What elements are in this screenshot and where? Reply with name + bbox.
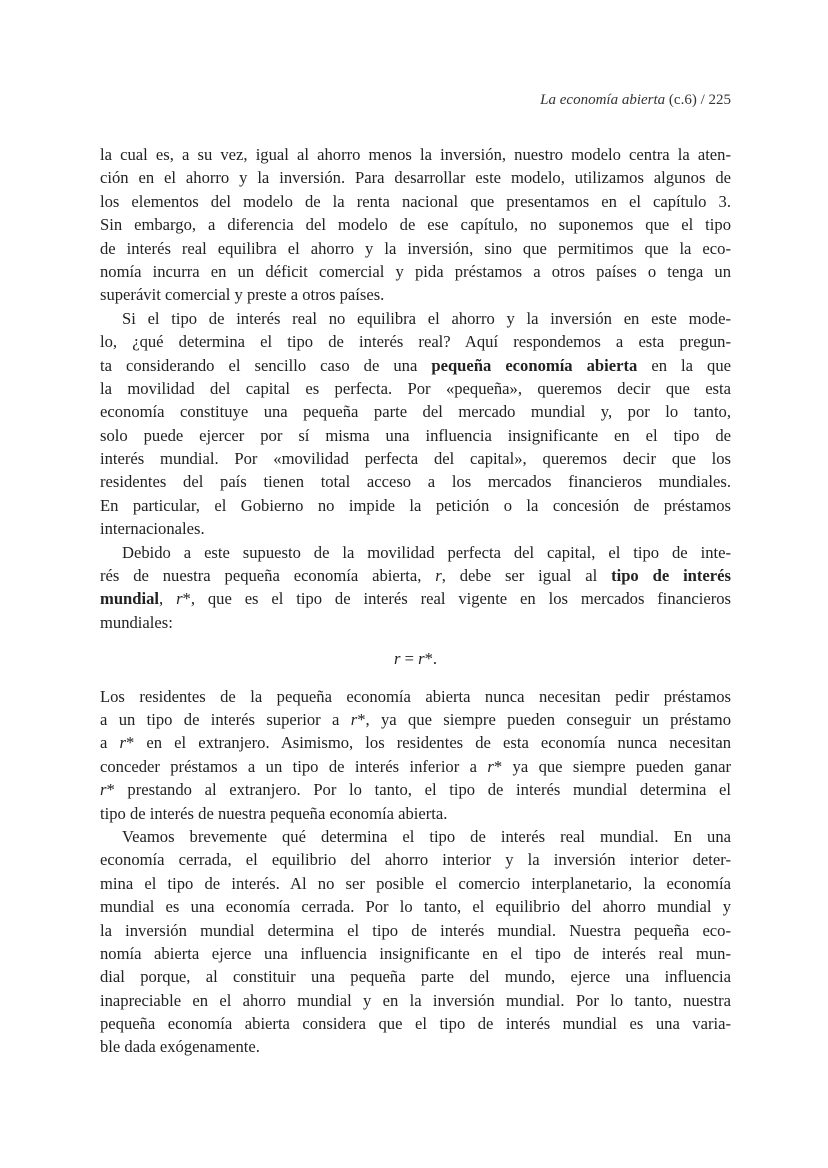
text-run: Debido a este supuesto de la movilidad perfecta del capital, el tipo de inte-: [122, 542, 731, 562]
text-run: Si el tipo de interés real no equilibra el ahorro y la inversión en este mode-: [122, 308, 731, 328]
text-line: [100, 708, 731, 731]
text-line: [100, 424, 731, 447]
text-run: * prestando al extranjero. Por lo tanto, el tipo de interés mundial determina el: [106, 780, 731, 800]
text-run: Veamos brevemente qué determina el tipo de interés real mundial. En una: [122, 826, 731, 846]
italic-symbol: r: [435, 566, 442, 586]
text-run: Los residentes de la pequeña economía abierta nunca necesitan pedir préstamos: [100, 686, 731, 706]
paragraph: [100, 541, 731, 635]
text-line: [100, 587, 731, 610]
italic-symbol: r: [119, 733, 126, 753]
equation-part: r: [418, 649, 425, 669]
text-run: *, ya que siempre pueden conseguir un préstamo: [357, 709, 731, 729]
text-run: economía cerrada, el equilibrio del ahorro interior y la inversión interior deter-: [100, 850, 731, 870]
text-run: en la que: [637, 355, 731, 375]
text-line: [100, 307, 731, 330]
text-run: a un tipo de interés superior a: [100, 709, 351, 729]
text-run: residentes del país tienen total acceso a los mercados financieros mundiales.: [100, 472, 731, 492]
text-run: internacionales.: [100, 519, 205, 539]
text-run: *, que es el tipo de interés real vigente en los mercados financieros: [182, 589, 731, 609]
text-run: la cual es, a su vez, igual al ahorro menos la inversión, nuestro modelo centra la aten-: [100, 145, 731, 164]
text-run: la inversión mundial determina el tipo de interés mundial. Nuestra pequeña eco-: [100, 920, 731, 940]
text-line: [100, 989, 731, 1012]
text-line: [100, 377, 731, 400]
text-line: [100, 213, 731, 236]
text-line: [100, 237, 731, 260]
text-line: [100, 825, 731, 848]
text-run: rés de nuestra pequeña economía abierta,: [100, 566, 436, 586]
header-title: La economía abierta: [540, 92, 666, 108]
text-run: pequeña economía abierta considera que el tipo de interés mundial es una varia-: [100, 1014, 731, 1034]
italic-symbol: r: [350, 709, 358, 729]
text-line: [100, 564, 731, 587]
italic-symbol: r: [487, 756, 494, 776]
text-line: [100, 541, 731, 564]
text-run: mundial es una economía cerrada. Por lo tanto, el equilibrio del ahorro mundial y: [100, 897, 731, 917]
text-line: [100, 872, 731, 895]
text-run: Sin embargo, a diferencia del modelo de ese capítulo, no suponemos que el tipo: [100, 215, 731, 235]
text-line: [100, 685, 731, 708]
text-line: [100, 143, 731, 166]
italic-symbol: r: [100, 780, 107, 800]
running-header: [540, 92, 731, 109]
equation-part: =: [400, 649, 419, 669]
italic-symbol: r: [176, 589, 183, 609]
text-line: [100, 755, 731, 778]
text-line: [100, 611, 731, 634]
text-line: [100, 1035, 731, 1058]
equation: [100, 647, 731, 670]
text-line: [100, 848, 731, 871]
bold-term: pequeña economía abierta: [431, 355, 638, 375]
text-line: [100, 965, 731, 988]
text-run: tipo de interés de nuestra pequeña economía abierta.: [100, 803, 448, 823]
text-line: [100, 166, 731, 189]
text-line: [100, 494, 731, 517]
bold-term: mundial: [100, 589, 160, 609]
header-chapter: (c.6): [668, 92, 697, 108]
text-line: [100, 919, 731, 942]
paragraph: [100, 307, 731, 541]
text-run: inapreciable en el ahorro mundial y en la inversión mundial. Por lo tanto, nuestra: [100, 990, 731, 1010]
body-text: [100, 143, 731, 1059]
paragraph: [100, 825, 731, 1059]
equation-part: r: [393, 649, 401, 669]
text-run: conceder préstamos a un tipo de interés inferior a: [100, 756, 488, 776]
text-run: los elementos del modelo de la renta nacional que presentamos en el capítulo 3.: [100, 191, 731, 211]
text-run: la movilidad del capital es perfecta. Por «pequeña», queremos decir que esta: [100, 378, 731, 398]
paragraph: [100, 685, 731, 825]
text-line: [100, 447, 731, 470]
text-line: [100, 942, 731, 965]
text-run: mina el tipo de interés. Al no ser posible el comercio interplanetario, la economía: [100, 873, 731, 893]
page-number: 225: [708, 92, 731, 108]
text-line: [100, 190, 731, 213]
text-line: [100, 731, 731, 754]
text-line: [100, 400, 731, 423]
text-line: [100, 470, 731, 493]
text-line: [100, 895, 731, 918]
text-line: [100, 517, 731, 540]
text-run: * ya que siempre pueden ganar: [493, 756, 731, 776]
text-run: solo puede ejercer por sí misma una influencia insignificante en el tipo de: [100, 425, 731, 445]
text-line: [100, 354, 731, 377]
text-line: [100, 1012, 731, 1035]
text-run: ción en el ahorro y la inversión. Para desarrollar este modelo, utilizamos algunos de: [100, 168, 731, 188]
text-run: de interés real equilibra el ahorro y la inversión, sino que permitimos que la eco-: [100, 238, 731, 258]
paragraph: [100, 143, 731, 307]
text-run: dial porque, al constituir una pequeña parte del mundo, ejerce una influencia: [100, 967, 731, 987]
text-run: nomía incurra en un déficit comercial y pida préstamos a otros países o tenga un: [100, 261, 731, 281]
text-run: economía constituye una pequeña parte del mercado mundial y, por lo tanto,: [100, 402, 731, 422]
header-separator: /: [700, 92, 705, 108]
text-line: [100, 260, 731, 283]
text-run: , debe ser igual al: [441, 566, 612, 586]
text-run: superávit comercial y preste a otros países.: [100, 285, 385, 305]
text-line: [100, 802, 731, 825]
text-run: ta considerando el sencillo caso de una: [100, 355, 432, 375]
text-line: [100, 778, 731, 801]
bold-term: tipo de interés: [611, 566, 731, 586]
text-line: [100, 330, 731, 353]
text-run: mundiales:: [100, 612, 173, 632]
text-run: ble dada exógenamente.: [100, 1037, 260, 1057]
text-run: ,: [159, 589, 177, 609]
text-line: [100, 283, 731, 306]
text-run: a: [100, 733, 120, 753]
text-run: interés mundial. Por «movilidad perfecta del capital», queremos decir que los: [100, 449, 731, 469]
text-run: * en el extranjero. Asimismo, los residentes de esta economía nunca necesitan: [125, 733, 732, 753]
text-run: En particular, el Gobierno no impide la petición o la concesión de préstamos: [100, 495, 731, 515]
text-run: lo, ¿qué determina el tipo de interés real? Aquí respondemos a esta pregun-: [100, 332, 731, 352]
equation-part: *.: [424, 649, 438, 669]
text-run: nomía abierta ejerce una influencia insignificante en el tipo de interés real mun-: [100, 943, 731, 963]
